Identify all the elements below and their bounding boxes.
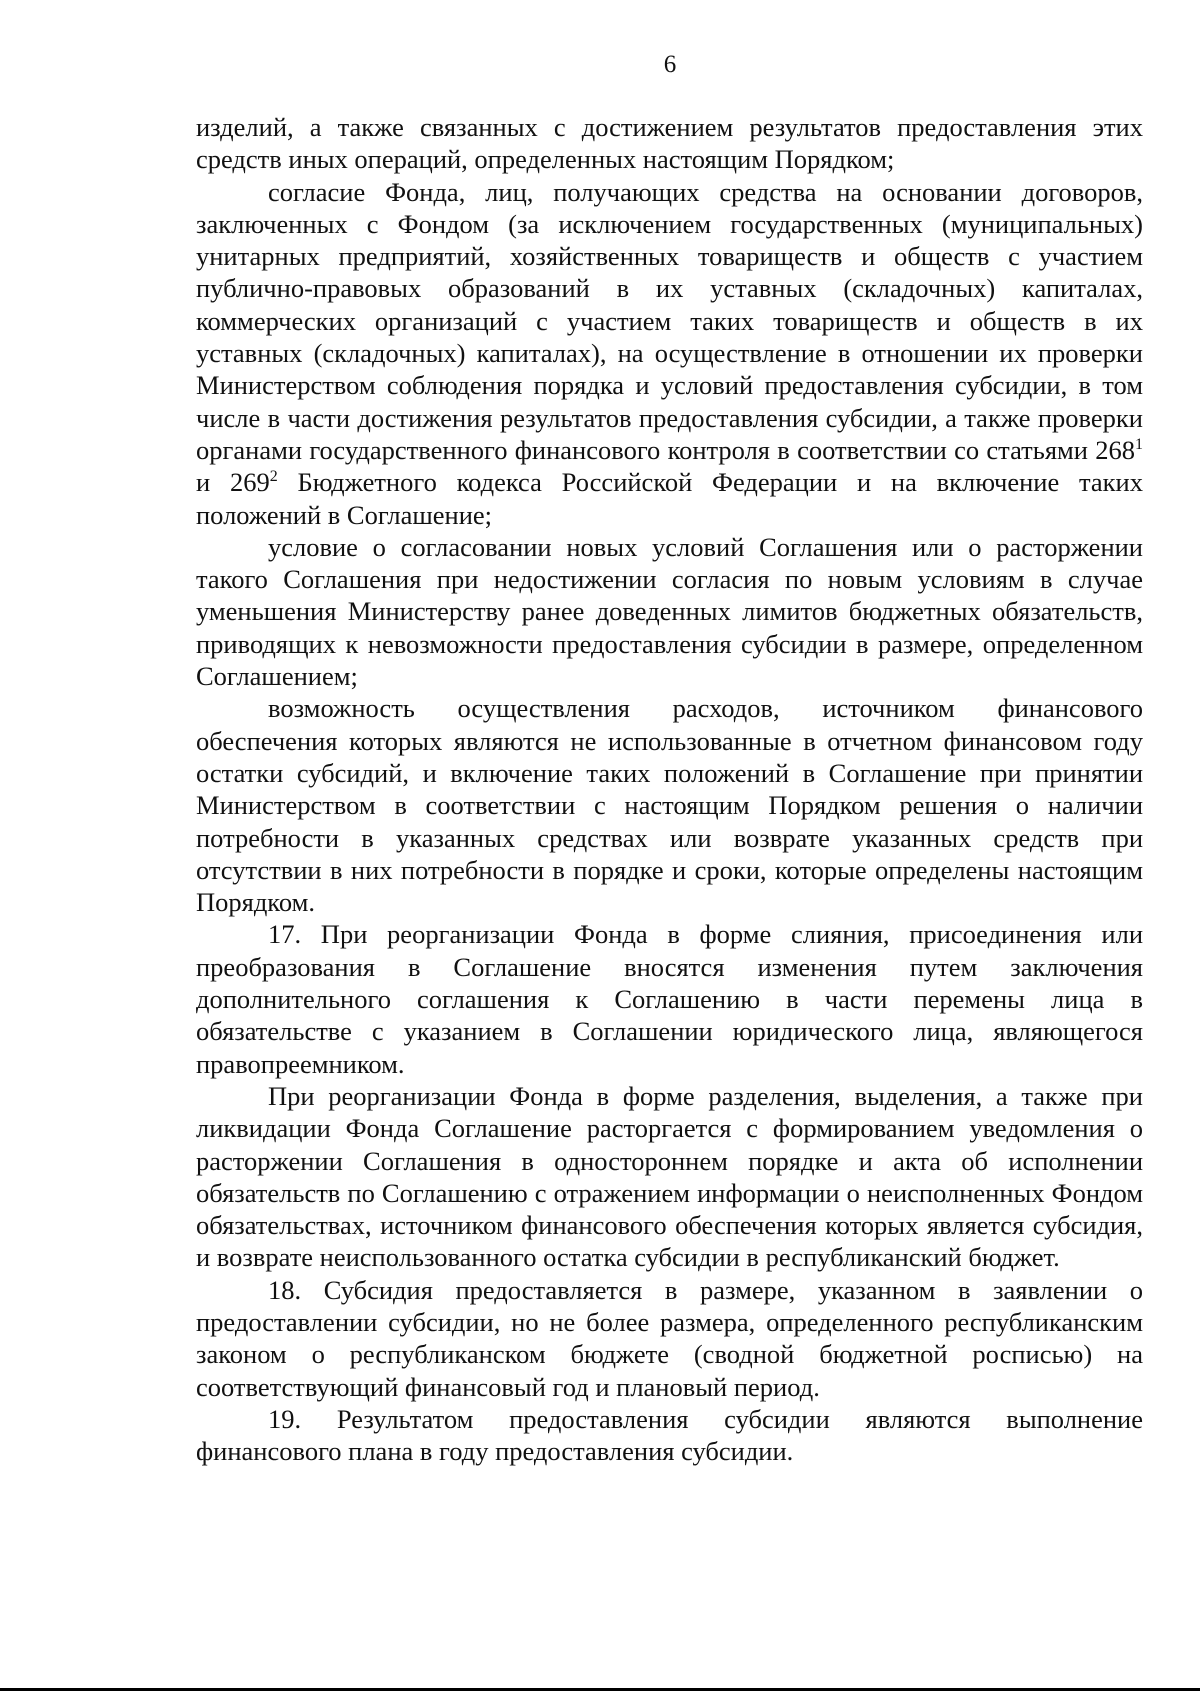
superscript-2: 2 bbox=[269, 468, 278, 486]
document-body bbox=[196, 111, 1143, 1467]
superscript-1: 1 bbox=[1135, 435, 1143, 453]
paragraph-2-text-mid: и 269 bbox=[196, 467, 270, 498]
paragraph-2 bbox=[196, 176, 1143, 531]
paragraph-2-text-before: согласие Фонда, лиц, получающих средства на основании договоров, заключенных с Фондом (за исключением государственных (муниципальных) унитарных предприятий, хозяйственных товариществ и обществ с участием публично-правовых образований в их уставных (складочных) капиталах, коммерческих организаций с участием таких товариществ и обществ в их уставных (складочных) капиталах), на осуществление в отношении их проверки Министерством соблюдения порядка и условий предоставления субсидии, в том числе в части достижения результатов предоставления субсидии, а также проверки органами государственного финансового контроля в соответствии со статьями 268 bbox=[196, 176, 1143, 465]
paragraph-5: 17. При реорганизации Фонда в форме слияния, присоединения или преобразования в Соглашение вносятся изменения путем заключения дополнительного соглашения к Соглашению в части перемены лица в обязательстве с указанием в Соглашении юридического лица, являющегося правопреемником. bbox=[196, 919, 1143, 1079]
paragraph-7: 18. Субсидия предоставляется в размере, указанном в заявлении о предоставлении субсидии, но не более размера, определенного республиканским законом о республиканском бюджете (сводной бюджетной росписью) на соответствующий финансовый год и плановый период. bbox=[196, 1274, 1143, 1402]
paragraph-8: 19. Результатом предоставления субсидии являются выполнение финансового плана в году предоставления субсидии. bbox=[196, 1403, 1143, 1467]
page-number: 6 bbox=[663, 51, 677, 78]
paragraph-1: изделий, а также связанных с достижением результатов предоставления этих средств иных операций, определенных настоящим Порядком; bbox=[196, 112, 1143, 175]
paragraph-3: условие о согласовании новых условий Соглашения или о расторжении такого Соглашения при недостижении согласия по новым условиям в случае уменьшения Министерству ранее доведенных лимитов бюджетных обязательств, приводящих к невозможности предоставления субсидии в размере, определенном Соглашением; bbox=[196, 531, 1143, 692]
paragraph-6: При реорганизации Фонда в форме разделения, выделения, а также при ликвидации Фонда Соглашение расторгается с формированием уведомления о расторжении Соглашения в одностороннем порядке и акта об исполнении обязательств по Соглашению с отражением информации о неисполненных Фондом обязательствах, источником финансового обеспечения которых является субсидия, и возврате неиспользованного остатка субсидии в республиканский бюджет. bbox=[196, 1080, 1143, 1273]
paragraph-4: возможность осуществления расходов, источником финансового обеспечения которых являются не использованные в отчетном финансовом году остатки субсидий, и включение таких положений в Соглашение при принятии Министерством в соответствии с настоящим Порядком решения о наличии потребности в указанных средствах или возврате указанных средств при отсутствии в них потребности в порядке и сроки, которые определены настоящим Порядком. bbox=[196, 693, 1143, 918]
paragraph-2-text-after: Бюджетного кодекса Российской Федерации и на включение таких положений в Соглашение; bbox=[196, 467, 1143, 530]
page-bottom-edge bbox=[0, 1688, 1200, 1691]
